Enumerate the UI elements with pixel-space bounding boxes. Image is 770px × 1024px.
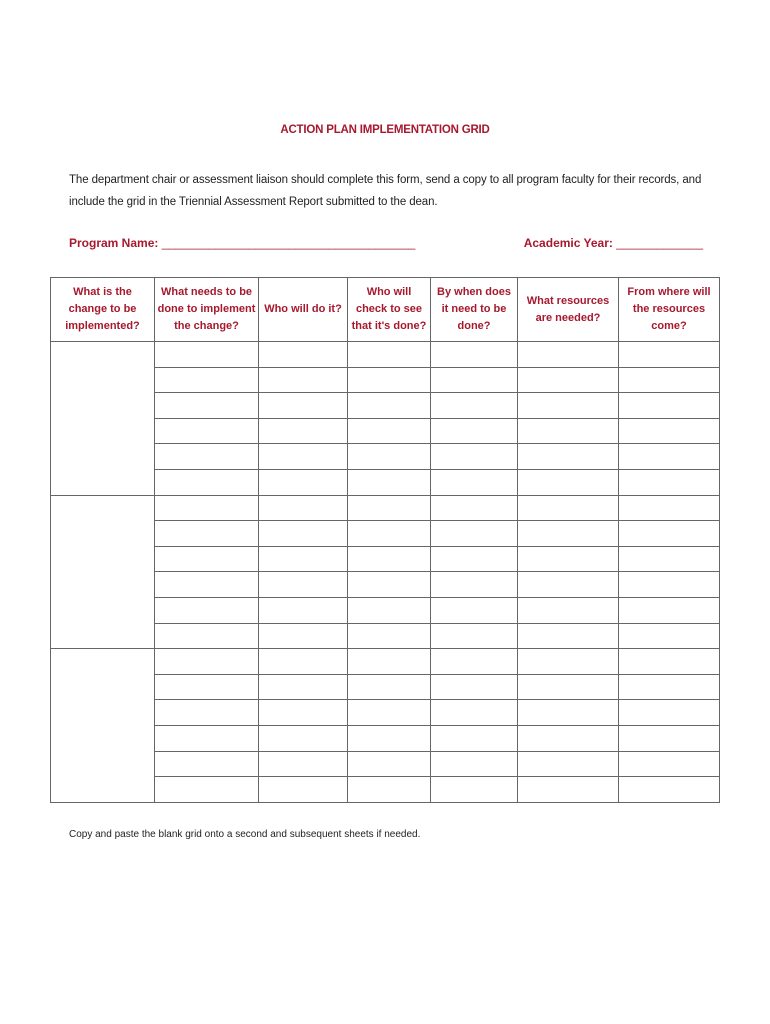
header-fields bbox=[69, 236, 703, 256]
grid-cell[interactable] bbox=[348, 444, 431, 470]
grid-cell[interactable] bbox=[259, 700, 348, 726]
academic-year-field[interactable] bbox=[524, 236, 703, 250]
grid-cell[interactable] bbox=[348, 393, 431, 419]
grid-cell[interactable] bbox=[518, 623, 619, 649]
grid-cell[interactable] bbox=[619, 342, 720, 368]
grid-cell[interactable] bbox=[348, 495, 431, 521]
column-header-resources: What resources are needed? bbox=[518, 278, 619, 342]
grid-cell[interactable] bbox=[155, 342, 259, 368]
grid-cell[interactable] bbox=[155, 367, 259, 393]
grid-cell[interactable] bbox=[518, 393, 619, 419]
grid-cell[interactable] bbox=[259, 649, 348, 675]
table-row bbox=[51, 495, 720, 521]
change-cell[interactable] bbox=[51, 649, 155, 803]
program-name-label: Program Name: bbox=[69, 236, 159, 250]
program-name-field[interactable] bbox=[69, 236, 415, 250]
column-header-change: What is the change to be implemented? bbox=[51, 278, 155, 342]
grid-cell[interactable] bbox=[431, 342, 518, 368]
change-cell[interactable] bbox=[51, 342, 155, 496]
grid-cell[interactable] bbox=[431, 469, 518, 495]
grid-cell[interactable] bbox=[518, 469, 619, 495]
grid-cell[interactable] bbox=[431, 597, 518, 623]
grid-cell[interactable] bbox=[348, 418, 431, 444]
grid-cell[interactable] bbox=[619, 495, 720, 521]
grid-cell[interactable] bbox=[619, 572, 720, 598]
grid-cell[interactable] bbox=[431, 623, 518, 649]
grid-cell[interactable] bbox=[155, 674, 259, 700]
grid-cell[interactable] bbox=[348, 751, 431, 777]
grid-cell[interactable] bbox=[348, 597, 431, 623]
grid-cell[interactable] bbox=[431, 444, 518, 470]
grid-cell[interactable] bbox=[518, 342, 619, 368]
grid-cell[interactable] bbox=[348, 521, 431, 547]
intro-paragraph: The department chair or assessment liaison should complete this form, send a copy to all program faculty for their records, and include the grid in the Triennial Assessment Report submitted to the dean. bbox=[69, 174, 702, 208]
grid-cell[interactable] bbox=[619, 546, 720, 572]
grid-cell[interactable] bbox=[348, 367, 431, 393]
grid-cell[interactable] bbox=[619, 751, 720, 777]
grid-header-row bbox=[51, 278, 720, 342]
grid-cell[interactable] bbox=[155, 751, 259, 777]
grid-cell[interactable] bbox=[518, 418, 619, 444]
grid-cell[interactable] bbox=[259, 674, 348, 700]
action-plan-grid bbox=[50, 277, 720, 803]
grid-cell[interactable] bbox=[259, 367, 348, 393]
column-header-when: By when does it need to be done? bbox=[431, 278, 518, 342]
grid-cell[interactable] bbox=[619, 725, 720, 751]
grid-cell[interactable] bbox=[259, 521, 348, 547]
grid-cell[interactable] bbox=[619, 674, 720, 700]
grid-cell[interactable] bbox=[259, 623, 348, 649]
grid-cell[interactable] bbox=[155, 623, 259, 649]
grid-cell[interactable] bbox=[431, 751, 518, 777]
grid-cell[interactable] bbox=[259, 495, 348, 521]
grid-cell[interactable] bbox=[431, 495, 518, 521]
grid-cell[interactable] bbox=[431, 700, 518, 726]
grid-cell[interactable] bbox=[155, 649, 259, 675]
grid-cell[interactable] bbox=[431, 393, 518, 419]
grid-cell[interactable] bbox=[259, 725, 348, 751]
grid-cell[interactable] bbox=[155, 777, 259, 803]
grid-cell[interactable] bbox=[259, 597, 348, 623]
grid-cell[interactable] bbox=[348, 700, 431, 726]
grid-cell[interactable] bbox=[155, 521, 259, 547]
grid-cell[interactable] bbox=[518, 546, 619, 572]
grid-cell[interactable] bbox=[155, 495, 259, 521]
table-row bbox=[51, 342, 720, 368]
grid-cell[interactable] bbox=[348, 623, 431, 649]
grid-cell[interactable] bbox=[155, 700, 259, 726]
grid-cell[interactable] bbox=[518, 444, 619, 470]
grid-cell[interactable] bbox=[431, 777, 518, 803]
grid-cell[interactable] bbox=[348, 777, 431, 803]
grid-cell[interactable] bbox=[155, 572, 259, 598]
grid-cell[interactable] bbox=[518, 751, 619, 777]
column-header-source: From where will the resources come? bbox=[619, 278, 720, 342]
grid-cell[interactable] bbox=[348, 674, 431, 700]
grid-cell[interactable] bbox=[619, 444, 720, 470]
grid-cell[interactable] bbox=[518, 495, 619, 521]
grid-cell[interactable] bbox=[431, 418, 518, 444]
grid-cell[interactable] bbox=[518, 367, 619, 393]
grid-cell[interactable] bbox=[518, 700, 619, 726]
grid-cell[interactable] bbox=[259, 342, 348, 368]
grid-cell[interactable] bbox=[619, 367, 720, 393]
grid-cell[interactable] bbox=[619, 469, 720, 495]
grid-cell[interactable] bbox=[431, 546, 518, 572]
grid-cell[interactable] bbox=[619, 418, 720, 444]
grid-cell[interactable] bbox=[259, 572, 348, 598]
grid-cell[interactable] bbox=[619, 623, 720, 649]
footnote: Copy and paste the blank grid onto a second and subsequent sheets if needed. bbox=[69, 829, 421, 840]
grid-cell[interactable] bbox=[518, 674, 619, 700]
grid-cell[interactable] bbox=[348, 572, 431, 598]
grid-cell[interactable] bbox=[259, 546, 348, 572]
grid-cell[interactable] bbox=[431, 572, 518, 598]
grid-cell[interactable] bbox=[619, 649, 720, 675]
column-header-what-needs: What needs to be done to implement the change? bbox=[155, 278, 259, 342]
grid-cell[interactable] bbox=[431, 674, 518, 700]
grid-cell[interactable] bbox=[619, 777, 720, 803]
column-header-check: Who will check to see that it's done? bbox=[348, 278, 431, 342]
grid-cell[interactable] bbox=[518, 649, 619, 675]
grid-cell[interactable] bbox=[348, 342, 431, 368]
grid-cell[interactable] bbox=[348, 725, 431, 751]
grid-cell[interactable] bbox=[259, 777, 348, 803]
grid-cell[interactable] bbox=[431, 725, 518, 751]
table-row bbox=[51, 649, 720, 675]
grid-cell[interactable] bbox=[518, 597, 619, 623]
grid-cell[interactable] bbox=[259, 393, 348, 419]
program-name-blank[interactable]: ______________________________________ bbox=[161, 236, 416, 250]
grid-cell[interactable] bbox=[259, 751, 348, 777]
grid-cell[interactable] bbox=[348, 469, 431, 495]
grid-cell[interactable] bbox=[619, 700, 720, 726]
grid-cell[interactable] bbox=[518, 725, 619, 751]
grid-cell[interactable] bbox=[518, 572, 619, 598]
grid-cell[interactable] bbox=[619, 521, 720, 547]
grid-cell[interactable] bbox=[155, 469, 259, 495]
grid-cell[interactable] bbox=[155, 444, 259, 470]
grid-cell[interactable] bbox=[155, 393, 259, 419]
grid-cell[interactable] bbox=[155, 597, 259, 623]
academic-year-label: Academic Year: bbox=[523, 236, 613, 250]
grid-cell[interactable] bbox=[619, 597, 720, 623]
grid-cell[interactable] bbox=[431, 521, 518, 547]
grid-cell[interactable] bbox=[619, 393, 720, 419]
academic-year-blank[interactable]: _____________ bbox=[616, 236, 703, 250]
grid-cell[interactable] bbox=[518, 521, 619, 547]
grid-cell[interactable] bbox=[431, 367, 518, 393]
grid-cell[interactable] bbox=[155, 546, 259, 572]
grid-cell[interactable] bbox=[348, 649, 431, 675]
column-header-who: Who will do it? bbox=[259, 278, 348, 342]
grid-cell[interactable] bbox=[431, 649, 518, 675]
change-cell[interactable] bbox=[51, 495, 155, 649]
grid-cell[interactable] bbox=[259, 469, 348, 495]
grid-cell[interactable] bbox=[518, 777, 619, 803]
grid-cell[interactable] bbox=[155, 418, 259, 444]
grid-cell[interactable] bbox=[259, 418, 348, 444]
page-title: ACTION PLAN IMPLEMENTATION GRID bbox=[280, 124, 490, 136]
grid-cell[interactable] bbox=[155, 725, 259, 751]
grid-cell[interactable] bbox=[348, 546, 431, 572]
grid-cell[interactable] bbox=[259, 444, 348, 470]
